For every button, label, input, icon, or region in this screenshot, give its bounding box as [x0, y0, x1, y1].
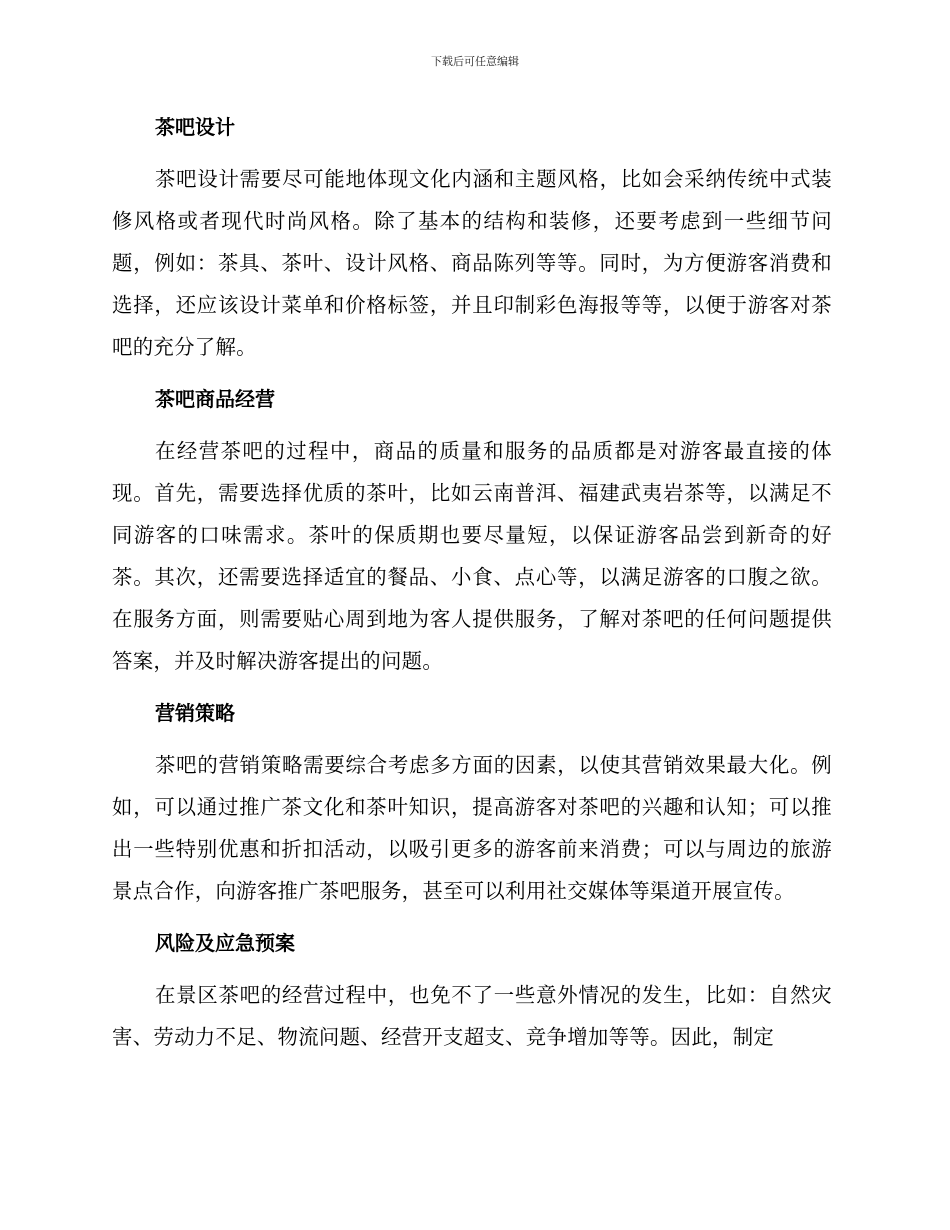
section-heading: 茶吧设计	[155, 115, 235, 139]
section-heading: 营销策略	[155, 701, 235, 725]
section-heading: 茶吧商品经营	[155, 387, 275, 411]
section-risk-contingency	[112, 923, 832, 1058]
section-paragraph: 茶吧的营销策略需要综合考虑多方面的因素，以使其营销效果最大化。例如，可以通过推广茶文化和茶叶知识，提高游客对茶吧的兴趣和认知；可以推出一些特别优惠和折扣活动，以吸引更多的游客前来消费；可以与周边的旅游景点合作，向游客推广茶吧服务，甚至可以利用社交媒体等渠道开展宣传。	[112, 753, 832, 903]
section-marketing-strategy	[112, 693, 832, 912]
section-paragraph: 在经营茶吧的过程中，商品的质量和服务的品质都是对游客最直接的体现。首先，需要选择优质的茶叶，比如云南普洱、福建武夷岩茶等，以满足不同游客的口味需求。茶叶的保质期也要尽量短，以保证游客品尝到新奇的好茶。其次，还需要选择适宜的餐品、小食、点心等，以满足游客的口腹之欲。在服务方面，则需要贴心周到地为客人提供服务，了解对茶吧的任何问题提供答案，并及时解决游客提出的问题。	[112, 439, 832, 673]
section-merchandise-operation	[112, 379, 832, 682]
section-paragraph: 在景区茶吧的经营过程中，也免不了一些意外情况的发生，比如：自然灾害、劳动力不足、物流问题、经营开支超支、竞争增加等等。因此，制定	[112, 983, 832, 1049]
document-body	[112, 107, 832, 1069]
section-tea-bar-design	[112, 107, 832, 368]
section-heading: 风险及应急预案	[155, 931, 295, 955]
section-paragraph: 茶吧设计需要尽可能地体现文化内涵和主题风格，比如会采纳传统中式装修风格或者现代时尚风格。除了基本的结构和装修，还要考虑到一些细节问题，例如：茶具、茶叶、设计风格、商品陈列等等。同时，为方便游客消费和选择，还应该设计菜单和价格标签，并且印制彩色海报等等，以便于游客对茶吧的充分了解。	[112, 167, 832, 359]
page-header-note: 下载后可任意编辑	[431, 55, 519, 68]
